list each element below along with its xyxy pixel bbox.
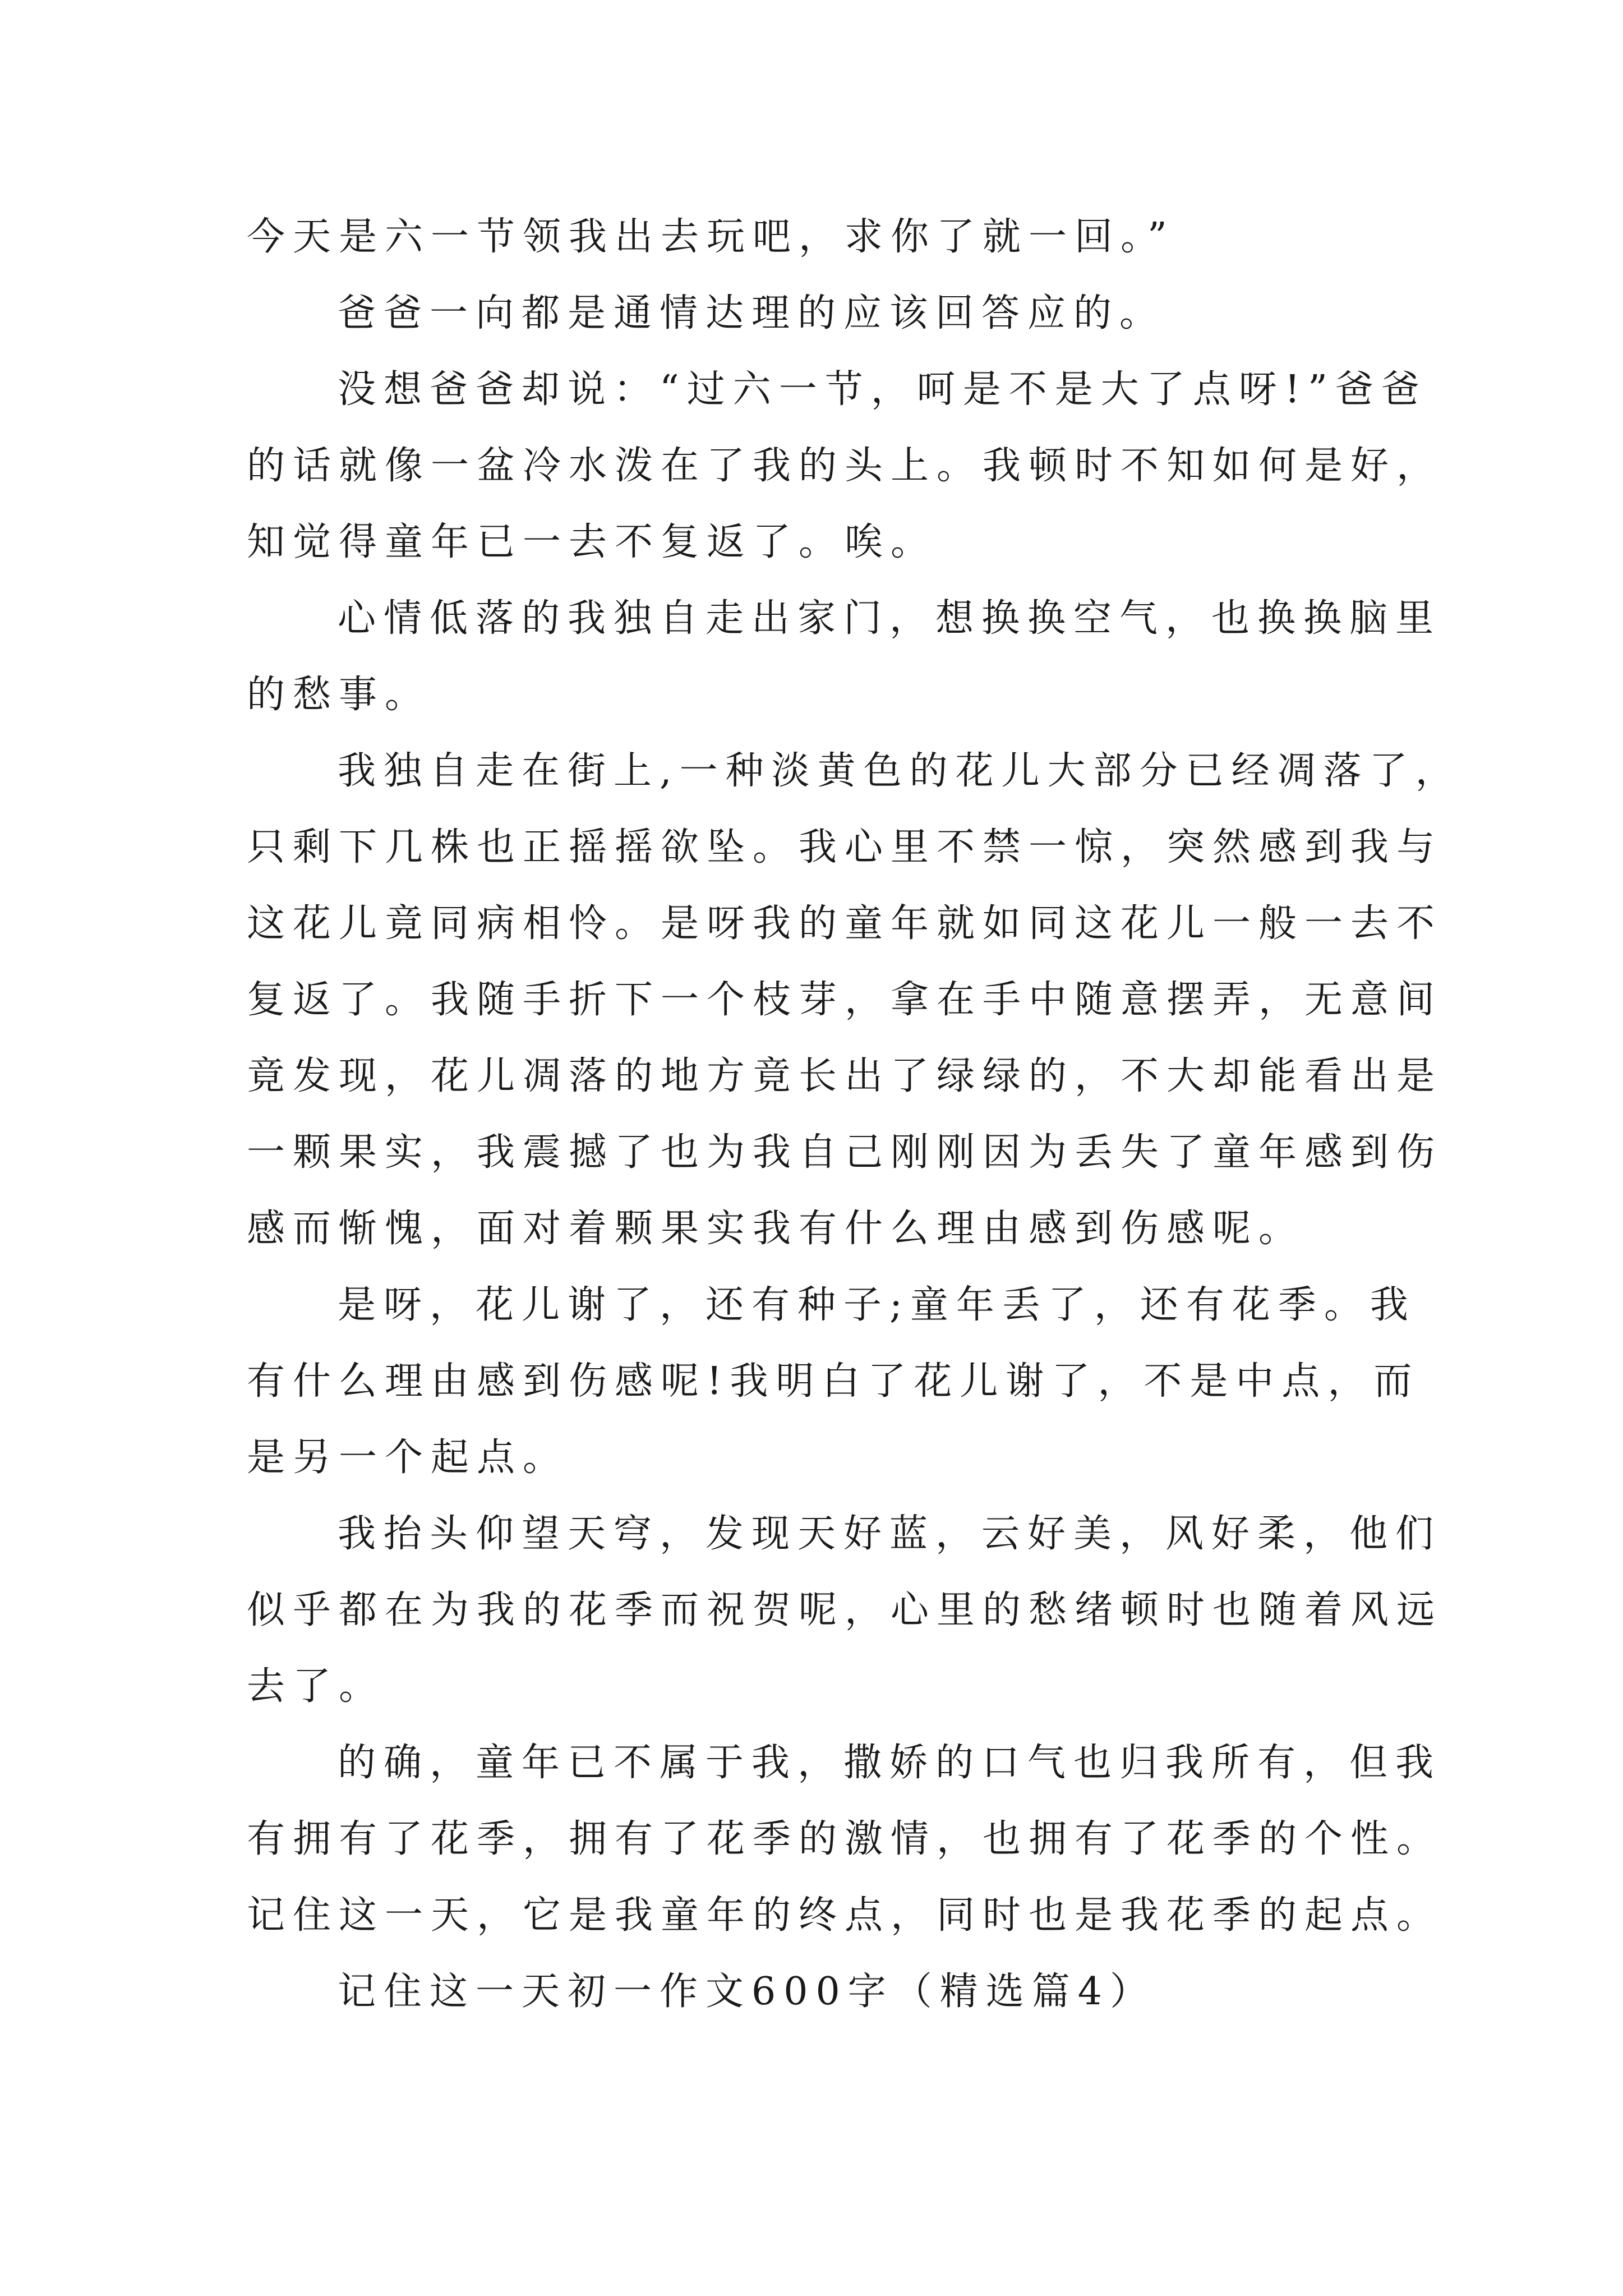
text-line-17: 是另一个起点。 [247,1435,569,1480]
text-line-9: 只剩下几株也正摇摇欲坠。我心里不禁一惊，突然感到我与 [247,825,1443,869]
text-line-20: 去了。 [247,1664,385,1709]
text-line-12: 竟发现，花儿凋落的地方竟长出了绿绿的，不大却能看出是 [247,1054,1443,1098]
text-line-7: 的愁事。 [247,673,431,717]
text-line-22: 有拥有了花季，拥有了花季的激情，也拥有了花季的个性。 [247,1817,1443,1861]
text-line-8: 我独自走在街上,一种淡黄色的花儿大部分已经凋落了， [338,749,1461,793]
text-line-23: 记住这一天，它是我童年的终点，同时也是我花季的起点。 [247,1893,1443,1938]
text-line-21: 的确，童年已不属于我，撒娇的口气也归我所有，但我 [338,1741,1442,1785]
text-line-16: 有什么理由感到伤感呢!我明白了花儿谢了，不是中点，而 [247,1359,1420,1404]
section-heading: 记住这一天初一作文600字（精选篇4） [338,1970,1156,2014]
text-line-6: 心情低落的我独自走出家门，想换换空气，也换换脑里 [338,596,1442,641]
text-line-1: 今天是六一节领我出去玩吧，求你了就一回。” [247,215,1175,259]
text-line-15: 是呀，花儿谢了，还有种子;童年丢了，还有花季。我 [338,1283,1416,1327]
text-line-18: 我抬头仰望天穹，发现天好蓝，云好美，风好柔，他们 [338,1512,1442,1556]
text-line-4: 的话就像一盆冷水泼在了我的头上。我顿时不知如何是好， [247,444,1443,488]
text-line-13: 一颗果实，我震撼了也为我自己刚刚因为丢失了童年感到伤 [247,1130,1443,1175]
text-line-5: 知觉得童年已一去不复返了。唉。 [247,520,937,564]
document-body [247,199,1461,2030]
text-line-11: 复返了。我随手折下一个枝芽，拿在手中随意摆弄，无意间 [247,978,1443,1022]
text-line-10: 这花儿竟同病相怜。是呀我的童年就如同这花儿一般一去不 [247,901,1443,946]
text-line-2: 爸爸一向都是通情达理的应该回答应的。 [338,291,1166,335]
text-line-19: 似乎都在为我的花季而祝贺呢，心里的愁绪顿时也随着风远 [247,1588,1443,1632]
text-line-14: 感而惭愧，面对着颗果实我有什么理由感到伤感呢。 [247,1207,1305,1251]
text-line-3: 没想爸爸却说：“过六一节，呵是不是大了点呀!”爸爸 [338,367,1427,412]
